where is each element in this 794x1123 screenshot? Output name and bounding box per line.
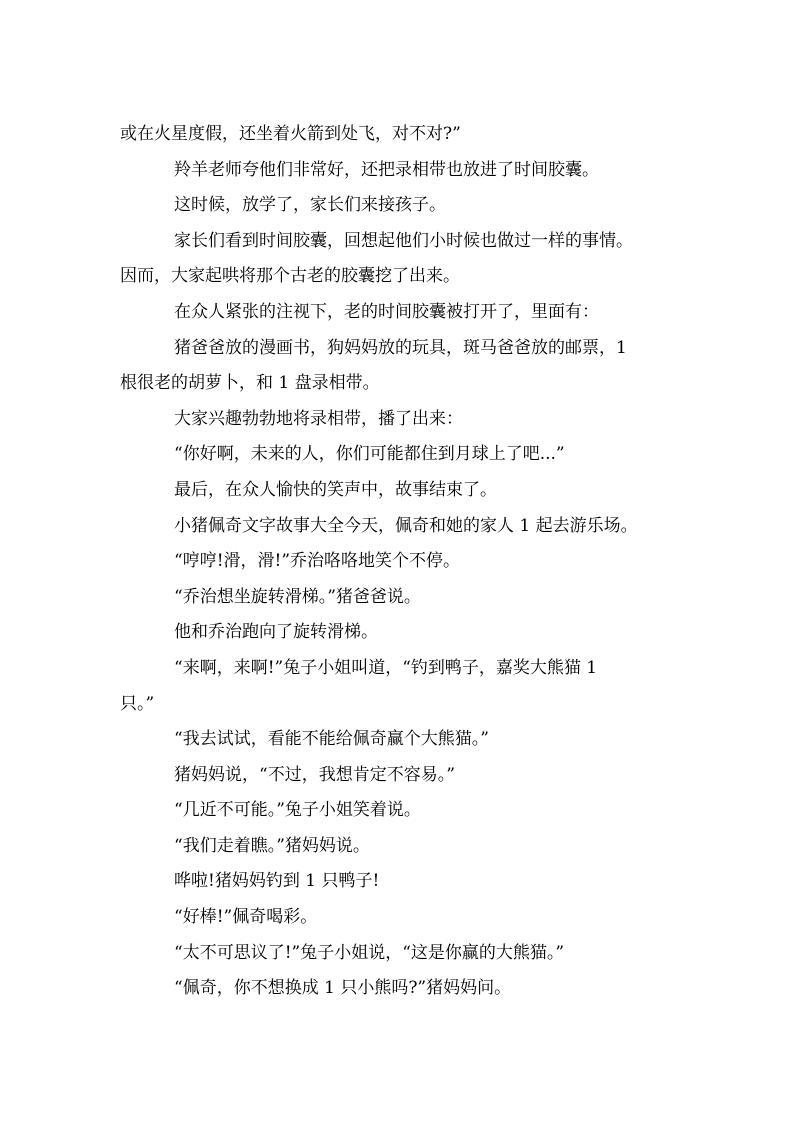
text-line: “你好啊，未来的人，你们可能都住到月球上了吧...” [174, 444, 565, 465]
text-line: “太不可思议了!”兔子小姐说，“这是你赢的大熊猫。” [174, 942, 565, 963]
text-line: 哗啦!猪妈妈钓到 1 只鸭子! [174, 871, 380, 892]
text-line: 他和乔治跑向了旋转滑梯。 [174, 622, 378, 643]
text-line: “我去试试，看能不能给佩奇赢个大熊猫。” [174, 729, 489, 750]
text-line: 最后，在众人愉快的笑声中，故事结束了。 [174, 479, 497, 500]
text-line: 猪爸爸放的漫画书，狗妈妈放的玩具，斑马爸爸放的邮票，1 [174, 337, 627, 358]
text-line: “几近不可能。”兔子小姐笑着说。 [174, 800, 421, 821]
text-line: 大家兴趣勃勃地将录相带，播了出来： [174, 408, 463, 429]
text-line: “佩奇，你不想换成 1 只小熊吗?”猪妈妈问。 [174, 978, 512, 999]
text-line: 小猪佩奇文字故事大全今天，佩奇和她的家人 1 起去游乐场。 [174, 515, 638, 536]
text-line: “我们走着瞧。”猪妈妈说。 [174, 835, 370, 856]
text-line: 羚羊老师夸他们非常好，还把录相带也放进了时间胶囊。 [174, 159, 599, 180]
text-line: “好棒!”佩奇喝彩。 [174, 907, 318, 928]
text-line: 在众人紧张的注视下，老的时间胶囊被打开了，里面有： [174, 301, 599, 322]
text-line: “乔治想坐旋转滑梯。”猪爸爸说。 [174, 586, 421, 607]
text-line: 家长们看到时间胶囊，回想起他们小时候也做过一样的事情。 [174, 230, 633, 251]
text-line: 只。” [120, 693, 155, 714]
text-line: “来啊，来啊!”兔子小姐叫道，“钓到鸭子，嘉奖大熊猫 1 [174, 657, 598, 678]
text-line: 或在火星度假，还坐着火箭到处飞，对不对?” [120, 124, 461, 144]
text-line: 根很老的胡萝卜，和 1 盘录相带。 [120, 373, 380, 394]
text-line: 这时候，放学了，家长们来接孩子。 [174, 195, 446, 216]
text-line: 因而，大家起哄将那个古老的胶囊挖了出来。 [120, 266, 460, 287]
story-text-body [120, 117, 680, 1007]
text-line: “哼哼!滑，滑!”乔治咯咯地笑个不停。 [174, 551, 461, 572]
text-line: 猪妈妈说，“不过，我想肯定不容易。” [174, 764, 455, 785]
